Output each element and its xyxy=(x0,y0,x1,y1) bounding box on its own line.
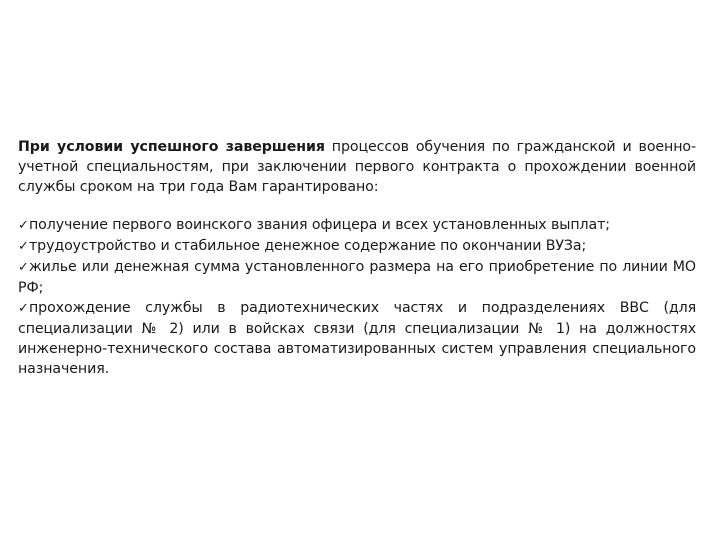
list-item xyxy=(18,215,696,236)
list-item xyxy=(18,298,696,379)
text-block xyxy=(18,137,696,379)
intro-paragraph xyxy=(18,137,696,197)
list-item-text: получение первого воинского звания офицера и всех установленных выплат; xyxy=(29,217,610,233)
list-item xyxy=(18,236,696,257)
checkmark-icon: ✓ xyxy=(18,218,29,233)
checkmark-icon: ✓ xyxy=(18,301,29,316)
list-item-text: жилье или денежная сумма установленного размера на его приобретение по линии МО РФ; xyxy=(18,259,696,296)
list-item xyxy=(18,257,696,298)
guarantee-list xyxy=(18,215,696,379)
checkmark-icon: ✓ xyxy=(18,239,29,254)
list-item-text: прохождение службы в радиотехнических частях и подразделениях ВВС (для специализации № 2) или в войсках связи (для специализации № 1) на должностях инженерно-технического состава автоматизированных систем управления специального назначения. xyxy=(18,300,696,377)
intro-rest: процессов обучения по гражданской и военно-учетной специальностям, при заключении первого контракта о прохождении военной службы сроком на три года Вам гарантировано: xyxy=(18,139,696,195)
intro-lead: При условии успешного завершения xyxy=(18,139,325,155)
checkmark-icon: ✓ xyxy=(18,260,29,275)
list-item-text: трудоустройство и стабильное денежное содержание по окончании ВУЗа; xyxy=(29,238,587,254)
